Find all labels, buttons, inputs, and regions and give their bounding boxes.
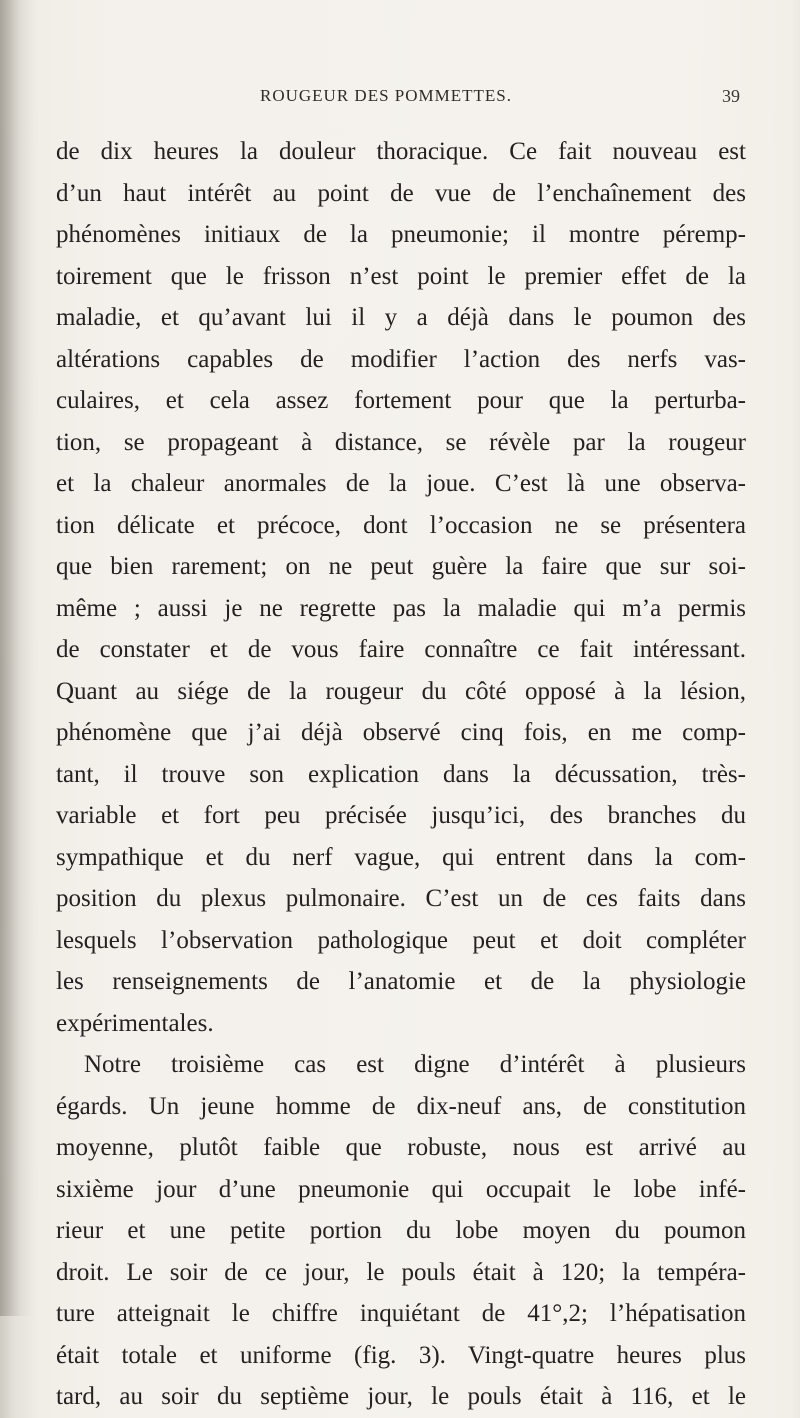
- text-line: sixième jour d’une pneumonie qui occupait le lobe infé-: [56, 1175, 746, 1203]
- text-line: tion délicate et précoce, dont l’occasion ne se présentera: [56, 511, 746, 539]
- paragraph-first-line: Notre troisième cas est digne d’intérêt à plusieurs: [84, 1051, 746, 1078]
- text-line: ture atteignait le chiffre inquiétant de 41°,2; l’hépatisation: [56, 1300, 746, 1327]
- text-line: altérations capables de modifier l’action des nerfs vas-: [56, 345, 746, 373]
- text-line: culaires, et cela assez fortement pour que la perturba-: [56, 387, 746, 414]
- text-line: phénomènes initiaux de la pneumonie; il montre péremp-: [56, 221, 746, 248]
- text-line: lesquels l’observation pathologique peut et doit compléter: [56, 926, 746, 954]
- running-header: [56, 86, 740, 116]
- text-line: phénomène que j’ai déjà observé cinq fois, en me comp-: [56, 719, 746, 746]
- text-line: égards. Un jeune homme de dix-neuf ans, de constitution: [56, 1092, 746, 1120]
- text-line: d’un haut intérêt au point de vue de l’enchaînement des: [56, 179, 746, 207]
- paragraph-last-line: expérimentales.: [56, 1009, 214, 1037]
- text-line: moyenne, plutôt faible que robuste, nous est arrivé au: [56, 1134, 746, 1161]
- text-line: toirement que le frisson n’est point le premier effet de la: [56, 262, 746, 290]
- text-line: rieur et une petite portion du lobe moyen du poumon: [56, 1217, 746, 1244]
- text-line: les renseignements de l’anatomie et de la physiologie: [56, 968, 746, 995]
- text-line: de dix heures la douleur thoracique. Ce fait nouveau est: [56, 138, 746, 165]
- page-number: 39: [722, 86, 740, 106]
- running-title: ROUGEUR DES POMMETTES.: [260, 86, 512, 105]
- text-line: position du plexus pulmonaire. C’est un de ces faits dans: [56, 885, 746, 912]
- text-line: maladie, et qu’avant lui il y a déjà dans le poumon des: [56, 304, 746, 331]
- text-line: variable et fort peu précisée jusqu’ici, des branches du: [56, 802, 746, 829]
- text-line: que bien rarement; on ne peut guère la faire que sur soi-: [56, 553, 746, 580]
- text-line: tard, au soir du septième jour, le pouls était à 116, et le: [56, 1383, 746, 1410]
- text-line: de constater et de vous faire connaître ce fait intéressant.: [56, 636, 746, 663]
- text-line: tant, il trouve son explication dans la décussation, très-: [56, 760, 746, 788]
- text-line: et la chaleur anormales de la joue. C’est là une observa-: [56, 470, 746, 497]
- body-text: [56, 131, 746, 1418]
- text-line: droit. Le soir de ce jour, le pouls était à 120; la tempéra-: [56, 1258, 746, 1286]
- page-edge-shadow: [0, 0, 34, 1316]
- text-line: même ; aussi je ne regrette pas la maladie qui m’a permis: [56, 594, 746, 622]
- text-line: tion, se propageant à distance, se révèle par la rougeur: [56, 428, 746, 456]
- text-line: était totale et uniforme (fig. 3). Vingt-quatre heures plus: [56, 1341, 746, 1369]
- text-line: sympathique et du nerf vague, qui entrent dans la com-: [56, 843, 746, 871]
- text-line: Quant au siége de la rougeur du côté opposé à la lésion,: [56, 677, 746, 705]
